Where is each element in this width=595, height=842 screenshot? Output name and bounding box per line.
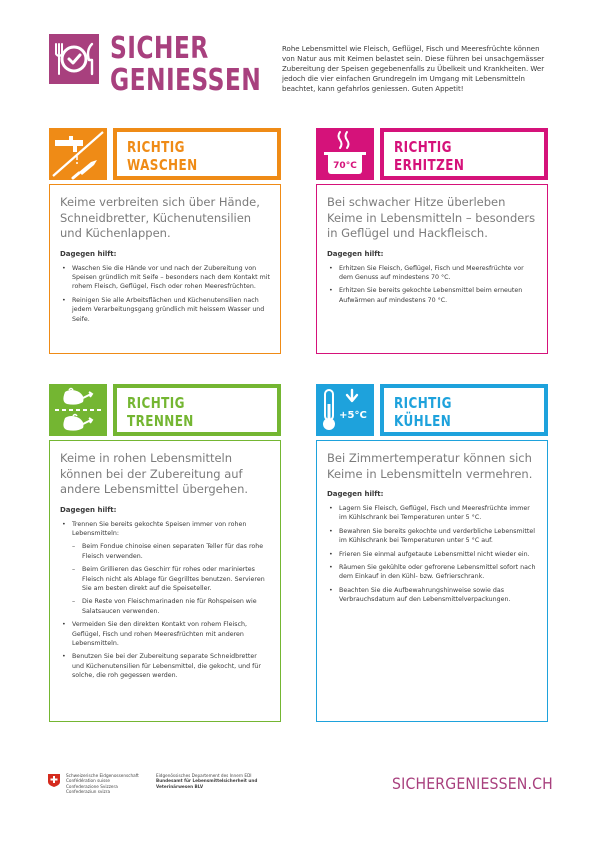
list-item: • Bewahren Sie bereits gekochte und verderbliche Lebensmittel im Kühlschrank bei Temperaturen unter 5 °C auf.	[327, 527, 537, 546]
card-lead: Keime in rohen Lebensmitteln können bei der Zubereitung auf andere Lebensmittel übergehen.	[60, 451, 249, 496]
list-item: • Erhitzen Sie bereits gekochte Lebensmittel beim erneuten Aufwärmen auf mindestens 70 °C.	[327, 286, 537, 305]
card-title-box	[380, 384, 548, 436]
card-body	[49, 184, 281, 354]
card-title-line2: KÜHLEN	[394, 412, 452, 430]
list-item: • Vermeiden Sie den direkten Kontakt von rohem Fleisch, Geflügel, Fisch und rohen Meeresfrüchten mit anderen Lebensmitteln.	[60, 620, 270, 648]
thermometer-icon	[316, 384, 374, 436]
card-helps-heading: Dagegen hilft:	[327, 490, 384, 498]
logo-text-geniessen: GENIESSEN	[110, 63, 262, 98]
card-lead: Keime verbreiten sich über Hände, Schneidbretter, Küchenutensilien und Küchenlappen.	[60, 195, 260, 240]
office-name-line1: Bundesamt für Lebensmittelsicherheit und	[156, 778, 258, 784]
card-title-line1: RICHTIG	[127, 138, 185, 156]
card-helps-heading: Dagegen hilft:	[60, 505, 117, 514]
sub-list-item: – Die Reste von Fleischmarinaden nie für Rohspeisen wie Salatsaucen verwenden.	[60, 597, 270, 616]
list-item: • Waschen Sie die Hände vor und nach der Zubereitung von Speisen gründlich mit Seife – besonders nach dem Kontakt mit rohem Fleisch, Geflügel, Fisch oder rohen Meeresfrüchten.	[60, 264, 270, 292]
brand-logo	[49, 34, 99, 84]
list-item: • Beachten Sie die Aufbewahrungshinweise sowie das Verbrauchsdatum auf den Lebensmittelverpackungen.	[327, 586, 537, 605]
list-item: • Reinigen Sie alle Arbeitsflächen und Küchenutensilien nach jedem Verarbeitungsgang gründlich mit heissem Wasser und Seife.	[60, 296, 270, 324]
confederation-names	[66, 773, 139, 795]
confederation-it: Confederazione Svizzera	[66, 783, 118, 789]
card-helps-heading: Dagegen hilft:	[327, 249, 384, 258]
confederation-fr: Confédération suisse	[66, 778, 111, 784]
card-body	[316, 184, 548, 354]
confederation-rm: Confederaziun svizra	[66, 789, 111, 795]
department-name: Eidgenössisches Departement des Innern EDI	[156, 773, 252, 778]
card-helps-heading: Dagegen hilft:	[60, 249, 117, 258]
swiss-cross-icon	[48, 772, 60, 785]
tap-and-knife-icon	[49, 128, 107, 180]
card-title-line2: ERHITZEN	[394, 156, 465, 174]
thermometer-temperature-label: +5°C	[339, 410, 367, 421]
list-item: • Räumen Sie gekühlte oder gefrorene Lebensmittel sofort nach dem Einkauf in den Kühl- bzw. Gefrierschrank.	[327, 563, 537, 582]
card-title-line1: RICHTIG	[394, 394, 452, 412]
intro-text: Rohe Lebensmittel wie Fleisch, Geflügel, Fisch und Meeresfrüchte können von Natur aus mit Keimen belastet sein. Diese führen bei unsachgemässer Zubereitung der Speisen gegebenenfalls zu Übelkeit und Krankheiten. Wer jedoch die vier einfachen Grundregeln im Umgang mit Lebensmitteln beachtet, kann gefahrlos geniessen. Guten Appetit!	[282, 45, 545, 93]
card-title-box	[380, 128, 548, 180]
list-item: • Trennen Sie bereits gekochte Speisen immer von rohen Lebensmitteln:	[60, 520, 270, 539]
department-names	[156, 773, 257, 789]
card-title-box	[113, 384, 281, 436]
card-title-line2: WASCHEN	[127, 156, 198, 174]
list-item: • Benutzen Sie bei der Zubereitung separate Schneidbretter und Küchenutensilien für Lebensmittel, die gekocht, und für solche, die roh gegessen werden.	[60, 652, 270, 680]
list-item: • Lagern Sie Fleisch, Geflügel, Fisch und Meeresfrüchte immer im Kühlschrank bei Temperaturen unter 5 °C.	[327, 504, 537, 523]
card-lead: Bei Zimmertemperatur können sich Keime in Lebensmitteln vermehren.	[327, 451, 533, 481]
card-title-line1: RICHTIG	[394, 138, 452, 156]
sub-list-item: – Beim Grillieren das Geschirr für rohes oder mariniertes Fleisch nicht als Ablage für Gegrilltes benutzen. Servieren Sie am besten direkt auf die Speiseteller.	[60, 565, 270, 593]
list-item: • Frieren Sie einmal aufgetaute Lebensmittel nicht wieder ein.	[327, 550, 537, 559]
card-title-box	[113, 128, 281, 180]
card-body	[316, 440, 548, 722]
office-name-line2: Veterinärwesen BLV	[156, 783, 204, 789]
plate-cutlery-icon	[49, 34, 99, 84]
cooking-pot-icon	[316, 128, 374, 180]
card-title-line1: RICHTIG	[127, 394, 185, 412]
card-lead: Bei schwacher Hitze überleben Keime in Lebensmitteln – besonders in Geflügel und Hackfleisch.	[327, 195, 536, 240]
card-body	[49, 440, 281, 722]
website-link[interactable]: SICHERGENIESSEN.CH	[392, 774, 553, 793]
confederation-de: Schweizerische Eidgenossenschaft	[66, 773, 139, 778]
sub-list-item: – Beim Fondue chinoise einen separaten Teller für das rohe Fleisch verwenden.	[60, 542, 270, 561]
logo-text-sicher: SICHER	[110, 31, 209, 66]
list-item: • Erhitzen Sie Fleisch, Geflügel, Fisch und Meeresfrüchte vor dem Genuss auf mindestens 70 °C.	[327, 264, 537, 283]
pot-temperature-label: 70°C	[333, 161, 357, 171]
card-title-line2: TRENNEN	[127, 412, 194, 430]
separated-chicken-icon	[49, 384, 107, 436]
